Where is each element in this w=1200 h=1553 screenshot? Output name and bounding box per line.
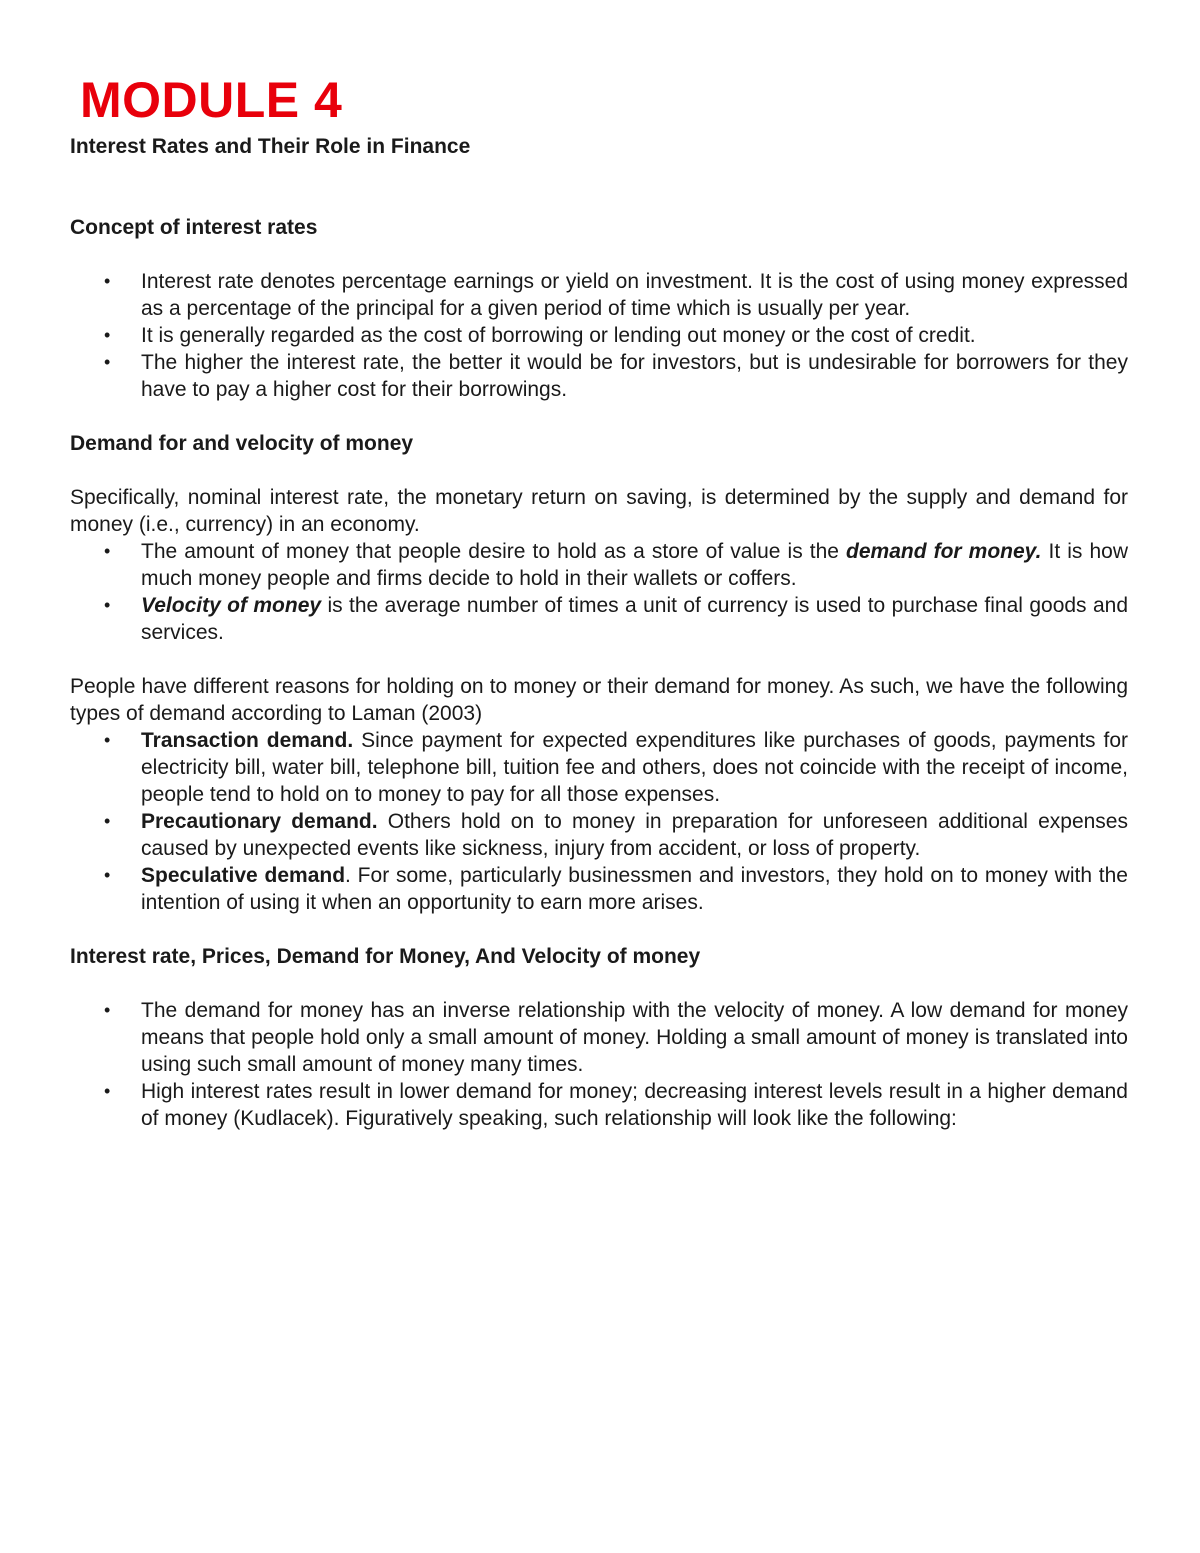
relationship-bullet-list — [70, 997, 1128, 1132]
bullet-icon: • — [104, 541, 111, 561]
bullet-icon: • — [104, 271, 111, 291]
bullet-icon: • — [104, 730, 111, 750]
module-title: MODULE 4 — [80, 72, 343, 128]
bullet-icon: • — [104, 595, 111, 615]
demand-types-intro: People have different reasons for holding on to money or their demand for money. As such, we have the following types of demand according to Laman (2003) — [70, 675, 1128, 725]
list-item: • The amount of money that people desire to hold as a store of value is the demand for money. It is how much money people and firms decide to hold in their wallets or coffers. — [104, 540, 1128, 590]
bullet-icon: • — [104, 1000, 111, 1020]
list-item: • Precautionary demand. Others hold on to money in preparation for unforeseen additional expenses caused by unexpected events like sickness, injury from accident, or loss of property. — [104, 810, 1128, 860]
bullet-icon: • — [104, 1081, 111, 1101]
list-item: • Transaction demand. Since payment for expected expenditures like purchases of goods, payments for electricity bill, water bill, telephone bill, tuition fee and others, does not coincide with the receipt of income, people tend to hold on to money to pay for all those expenses. — [104, 729, 1128, 806]
term-demand-for-money: demand for money. — [846, 540, 1042, 563]
demand-bullet-list — [70, 538, 1128, 646]
term-velocity-of-money: Velocity of money — [141, 594, 322, 617]
list-item: • High interest rates result in lower demand for money; decreasing interest levels result in a higher demand of money (Kudlacek). Figuratively speaking, such relationship will look like the following: — [104, 1080, 1128, 1130]
list-item: • Speculative demand. For some, particularly businessmen and investors, they hold on to money with the intention of using it when an opportunity to earn more arises. — [104, 864, 1128, 914]
bullet-icon: • — [104, 811, 111, 831]
term-precautionary-demand: Precautionary demand. — [141, 810, 378, 833]
page-subtitle: Interest Rates and Their Role in Finance — [70, 135, 471, 158]
bullet-icon: • — [104, 352, 111, 372]
section-heading-demand-velocity: Demand for and velocity of money — [70, 432, 414, 455]
concept-bullet-list — [70, 268, 1128, 403]
term-transaction-demand: Transaction demand. — [141, 729, 354, 752]
demand-types-list — [70, 727, 1128, 916]
list-item: • The demand for money has an inverse relationship with the velocity of money. A low demand for money means that people hold only a small amount of money. Holding a small amount of money is translated into using such small amount of money many times. — [104, 999, 1128, 1076]
list-item: • Interest rate denotes percentage earnings or yield on investment. It is the cost of using money expressed as a percentage of the principal for a given period of time which is usually per year. — [104, 270, 1128, 320]
bullet-icon: • — [104, 865, 111, 885]
document-page — [70, 70, 1128, 1132]
list-item: • The higher the interest rate, the better it would be for investors, but is undesirable for borrowers for they have to pay a higher cost for their borrowings. — [104, 351, 1128, 401]
bullet-icon: • — [104, 325, 111, 345]
list-item: • Velocity of money is the average number of times a unit of currency is used to purchase final goods and services. — [104, 594, 1128, 644]
list-item: • It is generally regarded as the cost of borrowing or lending out money or the cost of credit. — [104, 324, 976, 347]
section-heading-concept: Concept of interest rates — [70, 216, 318, 239]
section-heading-interest-prices: Interest rate, Prices, Demand for Money, And Velocity of money — [70, 945, 701, 968]
demand-intro-paragraph: Specifically, nominal interest rate, the monetary return on saving, is determined by the supply and demand for money (i.e., currency) in an economy. — [70, 486, 1128, 536]
term-speculative-demand: Speculative demand — [141, 864, 346, 887]
